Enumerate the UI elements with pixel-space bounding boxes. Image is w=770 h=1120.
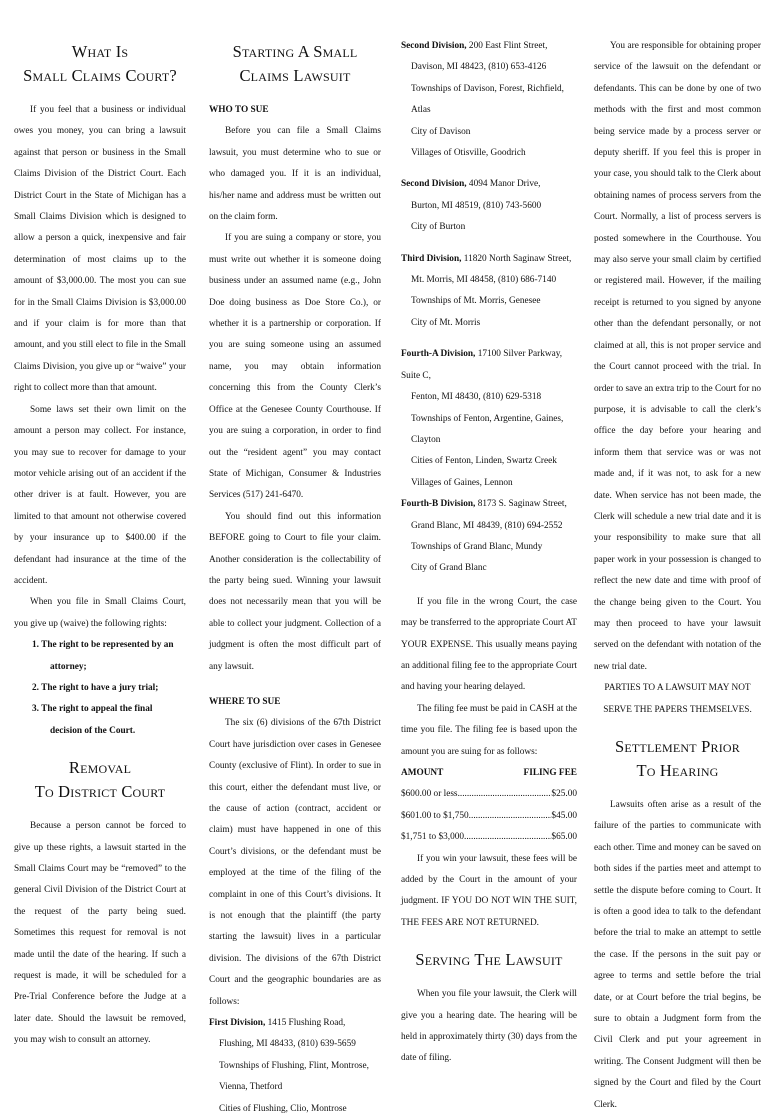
starting-heading: Starting A Small Claims Lawsuit xyxy=(232,42,358,85)
right-item: 1. The right to be represented by an attorney; xyxy=(32,640,174,672)
wrong-court-paragraph: If you file in the wrong Court, the case may be transferred to the appropriate Court AT YOUR EXPENSE. This usually means paying an additional filing fee to the appropriate Court and having your hearing delayed. xyxy=(401,596,577,693)
who-paragraph-1: Before you can file a Small Claims lawsuit, you must determine who to sue or who damaged you. If it is an individual, his/her name and address must be written out on the claim form. xyxy=(209,126,381,223)
waive-paragraph: When you file in Small Claims Court, you give up (waive) the following rights: xyxy=(14,597,186,629)
settlement-paragraph: Lawsuits often arise as a result of the failure of the parties to communicate with each other. Time and money can be saved on both sides if the parties meet and attempt to settle the dispute before coming to Court. It is often a good idea to talk to the defendant before the trial to make an attempt to settle the case. If the persons in the suit pay or agree to terms and settle before the trial date, or at Court before the trial begins, be sure to obtain a Judgment form from the Civil Clerk and put your agreement in writing. The Consent Judgment will then be signed by the Court and filed by the Court Clerk. xyxy=(594,800,761,1110)
serving-paragraph: When you file your lawsuit, the Clerk will give you a hearing date. The hearing will be held in approximately thirty (30) days from the date of filing. xyxy=(401,989,577,1064)
filing-fee-paragraph: The filing fee must be paid in CASH at the time you file. The filing fee is based upon the amount you are suing for as follows: xyxy=(401,703,577,757)
column-4 xyxy=(594,36,761,1116)
fee-row: $601.00 to $1,750 ..... $45.00 xyxy=(401,806,577,827)
intro-paragraph: If you feel that a business or individual owes you money, you can bring a lawsuit against that person or business in the Small Claims Division of the District Court. Each District Court in the State of Michigan has a Small Claims Division which is designed to allow a person a quick, inexpensive and fair determination of most claims up to the amount of $3,000.00. The most you can sue for in the Small Claims Division is $3,000.00 and if your claim is for more than that amount, and you still elect to file in the Small Claims Division, you give up or “waive” your right to collect more than that amount. xyxy=(14,105,186,394)
limits-paragraph: Some laws set their own limit on the amount a person may collect. For instance, you may sue to recover for damage to your motor vehicle arising out of an accident if the other driver is at fault. However, you are limited to that amount not otherwise covered by your insurance up to $400.00 if the defendant had insurance at the time of the accident. xyxy=(14,404,186,586)
column-3 xyxy=(401,36,577,1070)
who-paragraph-2: If you are suing a company or store, you must write out whether it is someone doing business under an assumed name (e.g., John Doe doing business as Doe Store Co.), or whether it is a partnership or corporation. If you are suing someone using an assumed name, you may obtain information concerning this from the County Clerk’s Office at the Genesee County Courthouse. If you are suing a corporation, in order to find out the “resident agent” you may contact State of Michigan, Consumer & Industries Services (517) 241-6470. xyxy=(209,233,381,501)
who-paragraph-3: You should find out this information BEFORE going to Court to file your claim. Another consideration is the collectability of the party being sued. Winning your lawsuit does not necessarily mean that you will be able to collect your judgment. Collection of a judgment is often the most difficult part of any lawsuit. xyxy=(209,511,381,672)
division-entry: Second Division, 4094 Manor Drive, Burton, MI 48519, (810) 743-5600 City of Burton xyxy=(401,179,542,233)
where-paragraph: The six (6) divisions of the 67th District Court have jurisdiction over cases in Genesee County (exclusive of Flint). In order to sue in this court, either the defendant must live, or the cause of action (contract, accident or claim) must have happened in one of this Court’s divisions, or the defendant must be employed at the time of the filing of the complaint in one of this Court’s divisions. It is not enough that the plaintiff (the party starting the lawsuit) lives in a particular division. The divisions of the 67th District Court and the geographic boundaries are as follows: xyxy=(209,718,381,1007)
fee-table-header: AMOUNT FILING FEE xyxy=(401,768,577,778)
removal-paragraph: Because a person cannot be forced to give up these rights, a lawsuit started in the Small Claims Court may be “removed” to the general Civil Division of the District Court at the request of the party being sued. Sometimes this request for removal is not made until the date of the hearing. If such a request is made, it will be scheduled for a Pre-Trial Conference before the Judge at a later date. Should the lawsuit be removed, you may wish to consult an attorney. xyxy=(14,821,186,1046)
fees-returned-paragraph: If you win your lawsuit, these fees will be added by the Court in the amount of your judgment. IF YOU DO NOT WIN THE SUIT, THE FEES ARE NOT RETURNED. xyxy=(401,853,577,928)
where-to-sue-heading: WHERE TO SUE xyxy=(209,696,281,707)
rights-list xyxy=(14,635,186,742)
service-paragraph: You are responsible for obtaining proper service of the lawsuit on the defendant or defendants. This can be done by one of two methods with the first and most common being service made by a process server or deputy sheriff. If you feel this is proper in your case, you should talk to the Clerk about obtaining names of process servers from the Court. Normally, a list of process servers is posted somewhere in the Courthouse. You may also serve your small claim by certified or registered mail. However, if the mailing receipt is returned to you signed by anyone other than the defendant personally, or not claimed at all, this is not proper service and the Court cannot proceed with the trial. In order to save an extra trip to the Court for no purpose, it is advisable to call the clerk’s office the day before your hearing and inform them that service was or was not made and, if it was not, to ask for a new date. When service has not been made, the Clerk will schedule a new trial date and it is your responsibility to make sure that all paper work in your possession is changed to reflect the new date and time with proof of the change being given to the Court. You may then proceed to have your lawsuit served on the defendant with notation of the new trial date. xyxy=(594,41,761,672)
settlement-heading: Settlement Prior To Hearing xyxy=(615,737,740,780)
column-1 xyxy=(14,36,186,1052)
division-entry: Second Division, 200 East Flint Street, Davison, MI 48423, (810) 653-4126 Townships of Davison, Forest, Richfield, Atlas City of Davison Villages of Otisville, Goodrich xyxy=(401,41,564,159)
right-item: 2. The right to have a jury trial; xyxy=(32,682,159,693)
what-is-heading: What Is Small Claims Court? xyxy=(23,42,177,85)
serving-heading: Serving The Lawsuit xyxy=(415,950,563,970)
fee-row: $1,751 to $3,000 ..... $65.00 xyxy=(401,827,577,848)
parties-notice: PARTIES TO A LAWSUIT MAY NOT SERVE THE PAPERS THEMSELVES. xyxy=(603,683,752,715)
removal-heading: Removal To District Court xyxy=(34,758,166,802)
who-to-sue-heading: WHO TO SUE xyxy=(209,105,269,115)
fee-row: $600.00 or less ..... $25.00 xyxy=(401,784,577,805)
right-item: 3. The right to appeal the final decision of the Court. xyxy=(32,704,153,736)
division-entry: First Division, 1415 Flushing Road, Flushing, MI 48433, (810) 639-5659 Townships of Flushing, Flint, Montrose, Vienna, Thetford Cities of Flushing, Clio, Montrose xyxy=(209,1018,369,1114)
division-entry: Third Division, 11820 North Saginaw Street, Mt. Morris, MI 48458, (810) 686-7140 Townships of Mt. Morris, Genesee City of Mt. Morris xyxy=(401,253,572,328)
division-entry: Fourth-B Division, 8173 S. Saginaw Street, Grand Blanc, MI 48439, (810) 694-2552 Townships of Grand Blanc, Mundy City of Grand Blanc xyxy=(401,499,567,574)
division-entry: Fourth-A Division, 17100 Silver Parkway, Suite C, Fenton, MI 48430, (810) 629-5318 Townships of Fenton, Argentine, Gaines, Clayton Cities of Fenton, Linden, Swartz Creek Villages of Gaines, Lennon xyxy=(401,349,564,488)
column-2 xyxy=(209,36,381,1120)
fee-table xyxy=(401,763,577,849)
